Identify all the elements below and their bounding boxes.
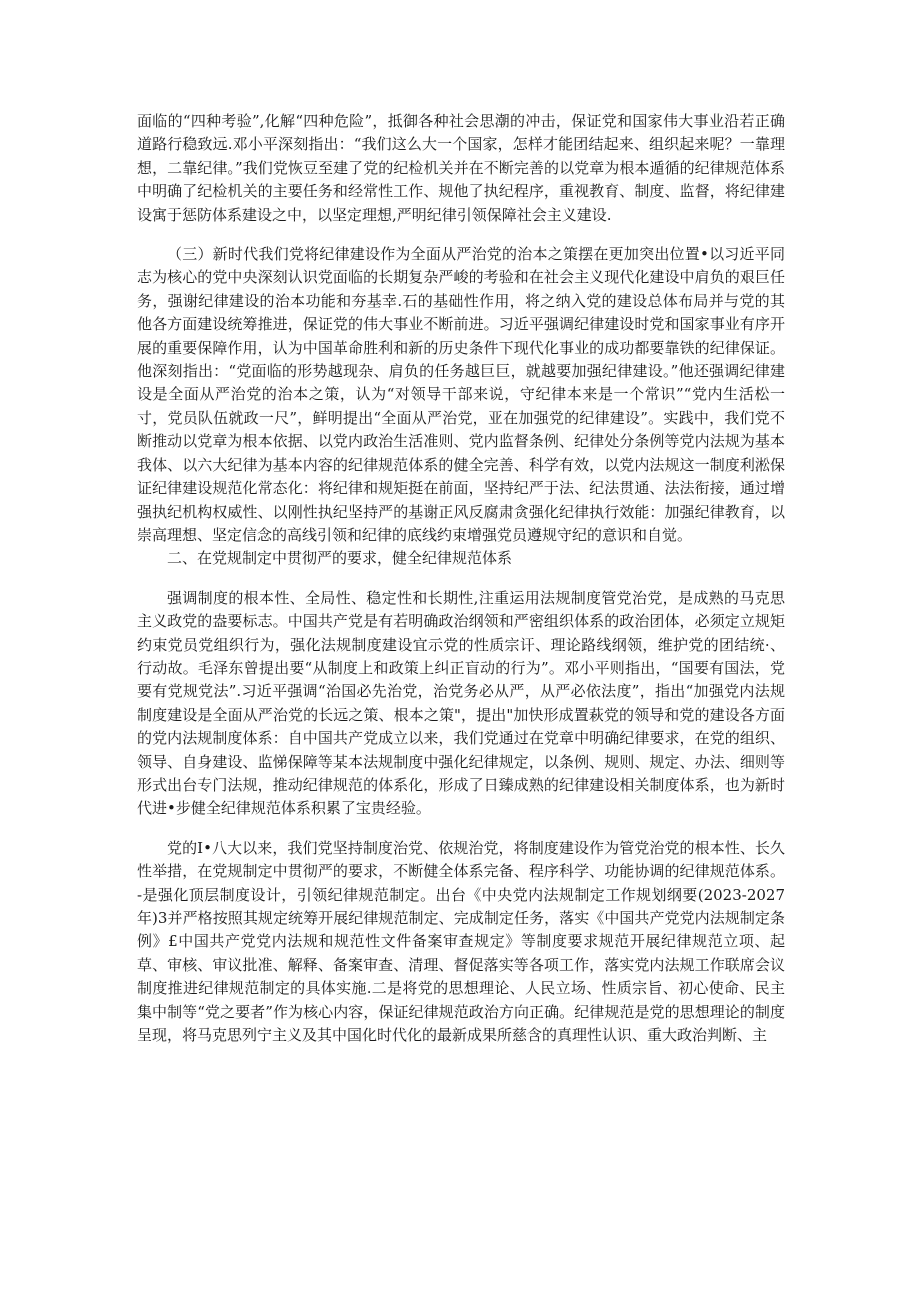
continuation-paragraph: 面临的“四种考验”,化解“四种危险”，抵御各种社会思潮的冲击，保证党和国家伟大事业沿若正确道路行稳致远.邓小平深刻指出：“我们这么大一个国家，怎样才能团结起来、组织起来呢？一靠理想，二靠纪律。”我们党恢豆至建了党的纪检机关并在不断完善的以党章为根本遁循的纪律规范体系中明确了纪检机关的主要任务和经常性工作、规他了执纪程序，重视教育、制度、监督，将纪律建设寓于惩防体系建设之中，以坚定理想,严明纪律引领保障社会主义建设. bbox=[137, 112, 785, 224]
section-heading: 二、在党规制定中贯彻严的要求，健全纪律规范体系 bbox=[167, 549, 513, 568]
section-2-paragraph-2: 党的I•八大以来，我们党坚持制度治党、依规治党，将制度建设作为管党治党的根本性、长久性举措，在党规制定中贯彻严的要求，不断健全体系完备、程序科学、功能协调的纪律规范体系。-是强化顶层制度设计，引领纪律规范制定。出台《中央党内法规制定工作规划纲要(2023-2027年)3并严格按照其规定统筹开展纪律规范制定、完成制定任务，落实《中国共产党党内法规制定条例》£中国共产党党内法规和规范性文件备案审查规定》等制度要求规范开展纪律规范立项、起草、审核、审议批准、解释、备案审查、清理、督促落实等各项工作，落实党内法规工作联席会议制度推进纪律规范制定的具体实施.二是将党的思想理论、人民立场、性质宗旨、初心使命、民主集中制等“党之要者”作为核心内容，保证纪律规范政治方向正确。纪律规范是党的思想理论的制度呈现，将马克思列宁主义及其中国化时代化的最新成果所慈含的真理性认识、重大政治判断、主 bbox=[137, 838, 785, 1045]
section-3-paragraph: （三）新时代我们党将纪律建设作为全面从严治党的治本之策摆在更加突出位置•以习近平同志为核心的党中央深刻认识党面临的长期复杂严峻的考验和在社会主义现代化建设中肩负的艰巨任务，强谢纪律建设的治本功能和夯基幸.石的基础性作用，将之纳入党的建设总体布局并与党的其他各方面建设统筹推进，保证党的伟大事业不断前进。习近平强调纪律建设时党和国家事业有序开展的重要保障作用，认为中国革命胜利和新的历史条件下现代化事业的成功都要靠铁的纪律保证。他深刻指出：“党面临的形势越现杂、肩负的任务越巨巨，就越要加强纪律建设。”他还强调纪律建设是全面从严治党的治本之策，认为“对领导干部来说，守纪律本来是一个常识”“党内生活松一寸，党员队伍就政一尺”，鲜明提出“全面从严治党，亚在加强党的纪律建设”。实践中，我们党不断推动以党章为根本依据、以党内政治生活准则、党内监督条例、纪律处分条例等党内法规为基本我体、以六大纪律为基本内容的纪律规范体系的健全完善、科学有效，以党内法规这一制度利淞保证纪律建设规范化常态化：将纪律和规矩挺在前面，坚持纪严于法、纪法贯通、法法衔接，通过增强执纪机构权威性、以刚性执纪坚持严的基谢正风反腐肃贪强化纪律执行效能：加强纪律教育，以崇高理想、坚定信念的高线引领和纪律的底线约束增强党员遵规守纪的意识和自觉。 bbox=[137, 245, 785, 544]
section-2-paragraph-1: 强调制度的根本性、全局性、稳定性和长期性,注重运用法规制度管党治党，是成熟的马克思主义政党的盎要标志。中国共产党是有若明确政治纲领和严密组织体系的政治团体，必须定立规矩约束党员党组织行为，强化法规制度建设宜示党的性质宗讦、理论路线纲领，维护党的团结统·、行动故。毛泽东曾提出要“从制度上和政策上纠正盲动的行为”。邓小平则指出，“国要有国法，党要有党规党法”.习近平强调“治国必先治党，治党务必从严，从严必依法度”，指出“加强党内法规制度建设是全面从严治党的长远之策、根本之策"，提出"加快形成置萩党的领导和党的建设各方面的党内法规制度体系：自中国共产党成立以来，我们党通过在党章中明确纪律要求，在党的组织、领导、自身建设、监悌保障等某本法规制度中强化纪律规定，以条例、规则、规定、办法、细则等形式出台专门法规，推动纪律规范的体系化，形成了日臻成熟的纪律建设相关制度体系，也为新时代进•步健全纪律规范体系积累了宝贵经验。 bbox=[137, 588, 785, 818]
document-page bbox=[137, 110, 785, 1047]
